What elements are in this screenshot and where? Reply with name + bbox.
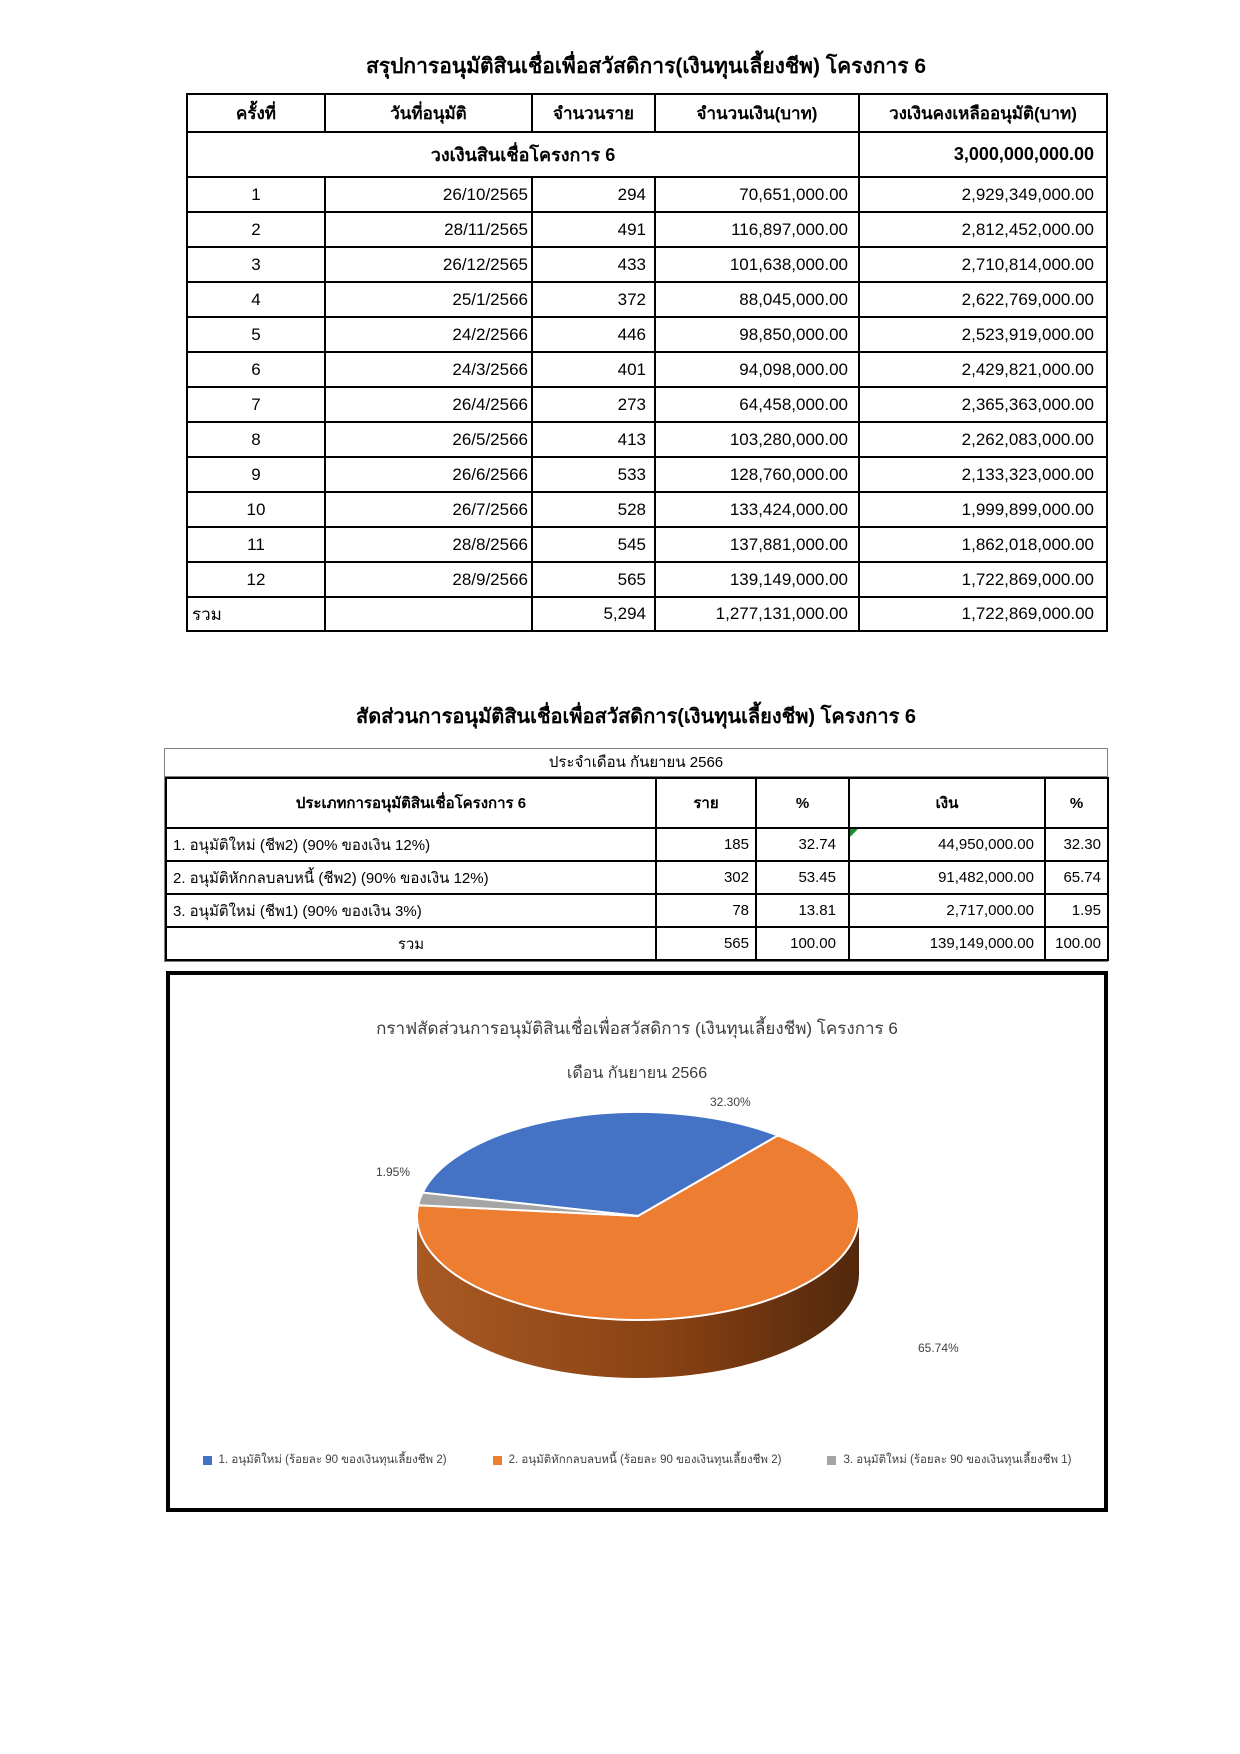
table-cell: 1,277,131,000.00 — [655, 597, 859, 631]
table-cell: 1 — [187, 177, 325, 212]
table-cell: 94,098,000.00 — [655, 352, 859, 387]
table-row — [187, 492, 1107, 527]
table-cell: 11 — [187, 527, 325, 562]
table-cell: 26/4/2566 — [325, 387, 532, 422]
header-cases: ราย — [656, 778, 756, 828]
table-cell: 9 — [187, 457, 325, 492]
table-cell: 1,862,018,000.00 — [859, 527, 1107, 562]
table-row — [187, 527, 1107, 562]
pie-value-label-orange: 65.74% — [918, 1341, 959, 1355]
chart-legend — [170, 1451, 1104, 1469]
table-cell: 10 — [187, 492, 325, 527]
table-cell: 3. อนุมัติใหม่ (ชีพ1) (90% ของเงิน 3%) — [166, 894, 656, 927]
table-cell: 133,424,000.00 — [655, 492, 859, 527]
table-cell: 70,651,000.00 — [655, 177, 859, 212]
table-row — [187, 177, 1107, 212]
table-cell: 1,722,869,000.00 — [859, 562, 1107, 597]
table-cell: 4 — [187, 282, 325, 317]
table-cell: 2,262,083,000.00 — [859, 422, 1107, 457]
table-cell: 128,760,000.00 — [655, 457, 859, 492]
proportion-table-header-row — [166, 778, 1108, 828]
table-cell: 294 — [532, 177, 655, 212]
table-cell: 2,523,919,000.00 — [859, 317, 1107, 352]
table-cell: 491 — [532, 212, 655, 247]
pie-chart-panel — [166, 971, 1108, 1512]
credit-line-label: วงเงินสินเชื่อโครงการ 6 — [187, 132, 859, 177]
table-cell: 26/12/2565 — [325, 247, 532, 282]
legend-label: 2. อนุมัติหักกลบลบหนี้ (ร้อยละ 90 ของเงินทุนเลี้ยงชีพ 2) — [508, 1454, 782, 1466]
summary-table-header-row — [187, 94, 1107, 132]
table-cell: 13.81 — [756, 894, 849, 927]
legend-swatch-gray-icon — [827, 1456, 836, 1465]
table-cell: 8 — [187, 422, 325, 457]
table-cell: 7 — [187, 387, 325, 422]
table-cell: 545 — [532, 527, 655, 562]
chart-subtitle: เดือน กันยายน 2566 — [566, 1065, 708, 1082]
legend-swatch-blue-icon — [203, 1456, 212, 1465]
table-cell: 26/10/2565 — [325, 177, 532, 212]
table-row — [187, 422, 1107, 457]
table-cell: 78 — [656, 894, 756, 927]
table-cell: 26/5/2566 — [325, 422, 532, 457]
table-cell: 25/1/2566 — [325, 282, 532, 317]
header-money: เงิน — [849, 778, 1045, 828]
table-cell: 101,638,000.00 — [655, 247, 859, 282]
table-cell: 2. อนุมัติหักกลบลบหนี้ (ชีพ2) (90% ของเงิน 12%) — [166, 861, 656, 894]
credit-line-row — [187, 132, 1107, 177]
table-row — [166, 927, 1108, 960]
header-round: ครั้งที่ — [187, 94, 325, 132]
table-row — [187, 457, 1107, 492]
table-cell: 2,812,452,000.00 — [859, 212, 1107, 247]
table-row — [187, 282, 1107, 317]
table-cell: 2 — [187, 212, 325, 247]
table-cell: 533 — [532, 457, 655, 492]
table-cell: 3 — [187, 247, 325, 282]
summary-section-title: สรุปการอนุมัติสินเชื่อเพื่อสวัสดิการ(เงินทุนเลี้ยงชีพ) โครงการ 6 — [365, 55, 927, 78]
table-cell: 6 — [187, 352, 325, 387]
table-cell: 5,294 — [532, 597, 655, 631]
table-row — [166, 894, 1108, 927]
table-cell: 372 — [532, 282, 655, 317]
table-cell: 2,622,769,000.00 — [859, 282, 1107, 317]
table-cell: 139,149,000.00 — [655, 562, 859, 597]
table-cell: 401 — [532, 352, 655, 387]
table-cell: 116,897,000.00 — [655, 212, 859, 247]
header-approval-date: วันที่อนุมัติ — [325, 94, 532, 132]
table-row — [187, 562, 1107, 597]
table-cell: 32.74 — [756, 828, 849, 861]
header-remaining-credit: วงเงินคงเหลืออนุมัติ(บาท) — [859, 94, 1107, 132]
table-cell: 565 — [656, 927, 756, 960]
table-cell: 103,280,000.00 — [655, 422, 859, 457]
table-cell: 100.00 — [1045, 927, 1108, 960]
table-cell: 2,133,323,000.00 — [859, 457, 1107, 492]
table-cell: 528 — [532, 492, 655, 527]
table-cell: 64,458,000.00 — [655, 387, 859, 422]
proportion-table-container — [164, 748, 1108, 962]
table-cell: 12 — [187, 562, 325, 597]
table-cell: 137,881,000.00 — [655, 527, 859, 562]
table-cell: 1.95 — [1045, 894, 1108, 927]
table-cell: 28/9/2566 — [325, 562, 532, 597]
approval-proportion-table — [165, 777, 1109, 961]
table-cell: 139,149,000.00 — [849, 927, 1045, 960]
table-cell: รวม — [166, 927, 656, 960]
legend-label: 3. อนุมัติใหม่ (ร้อยละ 90 ของเงินทุนเลี้ยงชีพ 1) — [843, 1454, 1072, 1466]
chart-title: กราฟสัดส่วนการอนุมัติสินเชื่อเพื่อสวัสดิการ (เงินทุนเลี้ยงชีพ) โครงการ 6 — [376, 1019, 898, 1038]
table-cell: 2,429,821,000.00 — [859, 352, 1107, 387]
table-cell: 100.00 — [756, 927, 849, 960]
header-money-percent: % — [1045, 778, 1108, 828]
table-cell: 88,045,000.00 — [655, 282, 859, 317]
table-cell: 2,929,349,000.00 — [859, 177, 1107, 212]
legend-item — [827, 1451, 1071, 1469]
table-cell: 24/3/2566 — [325, 352, 532, 387]
table-row — [187, 247, 1107, 282]
table-cell: 1. อนุมัติใหม่ (ชีพ2) (90% ของเงิน 12%) — [166, 828, 656, 861]
legend-item — [493, 1451, 782, 1469]
table-cell: 28/8/2566 — [325, 527, 532, 562]
table-cell: 2,717,000.00 — [849, 894, 1045, 927]
table-cell: 446 — [532, 317, 655, 352]
table-cell — [325, 597, 532, 631]
table-cell: 32.30 — [1045, 828, 1108, 861]
table-cell: 26/6/2566 — [325, 457, 532, 492]
table-cell: 413 — [532, 422, 655, 457]
header-amount: จำนวนเงิน(บาท) — [655, 94, 859, 132]
table-cell: 302 — [656, 861, 756, 894]
pie-value-label-blue: 32.30% — [710, 1095, 751, 1109]
table-cell: 185 — [656, 828, 756, 861]
table-cell: 433 — [532, 247, 655, 282]
credit-line-value: 3,000,000,000.00 — [859, 132, 1107, 177]
table-cell: 565 — [532, 562, 655, 597]
table-row — [187, 352, 1107, 387]
legend-item — [203, 1451, 447, 1469]
table-cell: 91,482,000.00 — [849, 861, 1045, 894]
table-cell: 273 — [532, 387, 655, 422]
header-approval-type: ประเภทการอนุมัติสินเชื่อโครงการ 6 — [166, 778, 656, 828]
table-row — [187, 387, 1107, 422]
legend-swatch-orange-icon — [493, 1456, 502, 1465]
table-cell: 1,999,899,000.00 — [859, 492, 1107, 527]
table-row — [187, 317, 1107, 352]
legend-label: 1. อนุมัติใหม่ (ร้อยละ 90 ของเงินทุนเลี้ยงชีพ 2) — [218, 1454, 447, 1466]
table-row — [166, 828, 1108, 861]
table-cell: 24/2/2566 — [325, 317, 532, 352]
table-cell: 28/11/2565 — [325, 212, 532, 247]
table-cell: 2,365,363,000.00 — [859, 387, 1107, 422]
table-cell: 5 — [187, 317, 325, 352]
table-cell: 44,950,000.00 — [849, 828, 1045, 861]
period-label: ประจำเดือน กันยายน 2566 — [165, 749, 1107, 777]
table-cell: 53.45 — [756, 861, 849, 894]
table-cell: รวม — [187, 597, 325, 631]
table-row — [187, 597, 1107, 631]
table-cell: 26/7/2566 — [325, 492, 532, 527]
table-cell: 2,710,814,000.00 — [859, 247, 1107, 282]
header-cases-percent: % — [756, 778, 849, 828]
pie-chart — [170, 975, 1104, 1508]
loan-approval-summary-table — [186, 93, 1108, 632]
table-cell: 65.74 — [1045, 861, 1108, 894]
table-cell: 98,850,000.00 — [655, 317, 859, 352]
table-row — [187, 212, 1107, 247]
proportion-section-title: สัดส่วนการอนุมัติสินเชื่อเพื่อสวัสดิการ(เงินทุนเลี้ยงชีพ) โครงการ 6 — [355, 706, 917, 728]
table-cell: 1,722,869,000.00 — [859, 597, 1107, 631]
pie-value-label-gray: 1.95% — [376, 1165, 411, 1179]
table-row — [166, 861, 1108, 894]
header-case-count: จำนวนราย — [532, 94, 655, 132]
excel-error-indicator-icon — [850, 829, 858, 837]
